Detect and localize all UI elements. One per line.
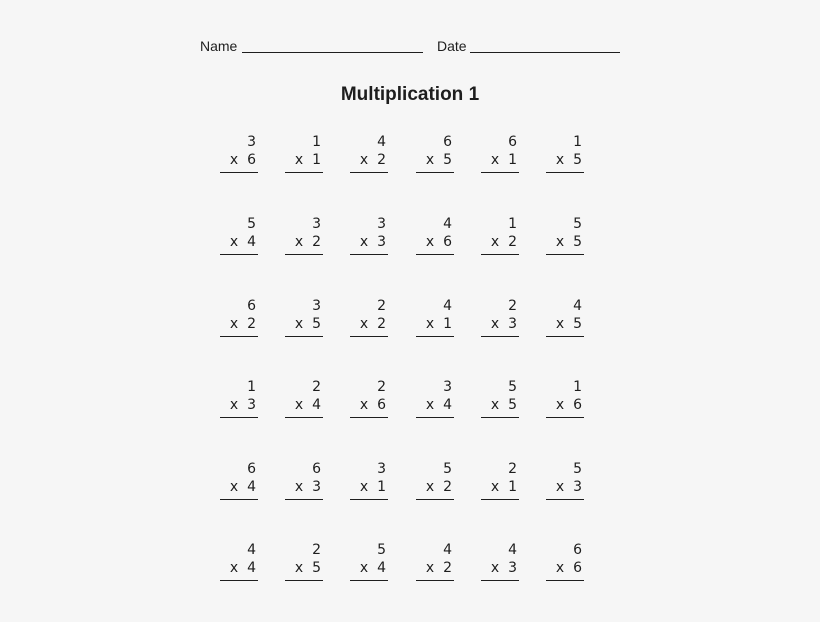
date-blank-line[interactable]	[470, 52, 620, 53]
problem-3-4	[416, 298, 454, 338]
answer-line[interactable]	[350, 499, 388, 500]
answer-line[interactable]	[481, 172, 519, 173]
multiplicand: 6	[443, 134, 452, 150]
multiplier: x 2	[425, 479, 452, 495]
multiplier: x 5	[294, 560, 321, 576]
answer-line[interactable]	[220, 499, 258, 500]
problem-3-6	[546, 298, 584, 338]
answer-line[interactable]	[350, 336, 388, 337]
answer-line[interactable]	[481, 417, 519, 418]
answer-line[interactable]	[285, 336, 323, 337]
answer-line[interactable]	[481, 254, 519, 255]
answer-line[interactable]	[546, 499, 584, 500]
multiplier: x 4	[229, 560, 256, 576]
name-blank-line[interactable]	[242, 52, 423, 53]
answer-line[interactable]	[220, 254, 258, 255]
problem-4-2	[285, 379, 323, 419]
multiplicand: 4	[443, 216, 452, 232]
problem-2-2	[285, 216, 323, 256]
answer-line[interactable]	[285, 499, 323, 500]
multiplicand: 6	[247, 461, 256, 477]
multiplier: x 3	[229, 397, 256, 413]
multiplicand: 4	[443, 542, 452, 558]
problem-6-3	[350, 542, 388, 582]
multiplier: x 2	[490, 234, 517, 250]
problem-5-1	[220, 461, 258, 501]
multiplier: x 5	[490, 397, 517, 413]
answer-line[interactable]	[546, 417, 584, 418]
problem-3-5	[481, 298, 519, 338]
problem-5-2	[285, 461, 323, 501]
answer-line[interactable]	[481, 580, 519, 581]
multiplicand: 4	[377, 134, 386, 150]
answer-line[interactable]	[416, 580, 454, 581]
answer-line[interactable]	[285, 254, 323, 255]
date-label: Date	[437, 38, 467, 54]
multiplicand: 3	[247, 134, 256, 150]
answer-line[interactable]	[285, 580, 323, 581]
multiplier: x 2	[294, 234, 321, 250]
multiplier: x 3	[490, 316, 517, 332]
multiplicand: 6	[247, 298, 256, 314]
multiplier: x 6	[425, 234, 452, 250]
multiplier: x 5	[294, 316, 321, 332]
multiplicand: 2	[508, 461, 517, 477]
multiplicand: 6	[573, 542, 582, 558]
answer-line[interactable]	[350, 417, 388, 418]
multiplicand: 5	[508, 379, 517, 395]
multiplicand: 2	[377, 379, 386, 395]
multiplicand: 5	[443, 461, 452, 477]
multiplier: x 4	[425, 397, 452, 413]
problem-2-3	[350, 216, 388, 256]
problem-2-6	[546, 216, 584, 256]
problem-2-1	[220, 216, 258, 256]
answer-line[interactable]	[546, 172, 584, 173]
answer-line[interactable]	[416, 172, 454, 173]
multiplier: x 2	[425, 560, 452, 576]
answer-line[interactable]	[416, 499, 454, 500]
multiplier: x 4	[229, 234, 256, 250]
multiplicand: 6	[508, 134, 517, 150]
answer-line[interactable]	[285, 417, 323, 418]
multiplier: x 5	[555, 152, 582, 168]
multiplier: x 4	[359, 560, 386, 576]
answer-line[interactable]	[416, 417, 454, 418]
problem-5-6	[546, 461, 584, 501]
multiplier: x 4	[294, 397, 321, 413]
multiplier: x 4	[229, 479, 256, 495]
multiplicand: 2	[377, 298, 386, 314]
multiplier: x 2	[359, 152, 386, 168]
problem-1-2	[285, 134, 323, 174]
multiplicand: 3	[443, 379, 452, 395]
multiplicand: 4	[508, 542, 517, 558]
multiplicand: 2	[312, 542, 321, 558]
answer-line[interactable]	[220, 172, 258, 173]
multiplicand: 1	[573, 379, 582, 395]
problem-5-4	[416, 461, 454, 501]
multiplier: x 1	[490, 152, 517, 168]
name-label: Name	[200, 38, 238, 54]
multiplier: x 1	[490, 479, 517, 495]
problem-6-5	[481, 542, 519, 582]
answer-line[interactable]	[546, 580, 584, 581]
multiplicand: 5	[573, 216, 582, 232]
multiplicand: 4	[443, 298, 452, 314]
answer-line[interactable]	[220, 336, 258, 337]
multiplier: x 5	[555, 316, 582, 332]
multiplier: x 6	[555, 397, 582, 413]
answer-line[interactable]	[350, 254, 388, 255]
problem-3-2	[285, 298, 323, 338]
problem-3-1	[220, 298, 258, 338]
problem-1-1	[220, 134, 258, 174]
multiplier: x 1	[294, 152, 321, 168]
multiplier: x 6	[555, 560, 582, 576]
multiplicand: 5	[377, 542, 386, 558]
problem-1-3	[350, 134, 388, 174]
answer-line[interactable]	[481, 499, 519, 500]
multiplier: x 3	[294, 479, 321, 495]
multiplicand: 3	[312, 298, 321, 314]
problem-5-5	[481, 461, 519, 501]
problem-6-4	[416, 542, 454, 582]
multiplicand: 6	[312, 461, 321, 477]
problem-1-5	[481, 134, 519, 174]
multiplicand: 3	[377, 216, 386, 232]
problem-6-6	[546, 542, 584, 582]
problem-2-4	[416, 216, 454, 256]
answer-line[interactable]	[285, 172, 323, 173]
multiplier: x 1	[425, 316, 452, 332]
problem-3-3	[350, 298, 388, 338]
problem-5-3	[350, 461, 388, 501]
multiplier: x 6	[359, 397, 386, 413]
answer-line[interactable]	[546, 254, 584, 255]
problem-4-5	[481, 379, 519, 419]
answer-line[interactable]	[350, 172, 388, 173]
multiplicand: 1	[508, 216, 517, 232]
answer-line[interactable]	[350, 580, 388, 581]
multiplier: x 5	[425, 152, 452, 168]
multiplier: x 5	[555, 234, 582, 250]
multiplicand: 1	[312, 134, 321, 150]
multiplicand: 5	[573, 461, 582, 477]
problem-1-4	[416, 134, 454, 174]
problem-2-5	[481, 216, 519, 256]
answer-line[interactable]	[220, 580, 258, 581]
problem-4-3	[350, 379, 388, 419]
multiplicand: 2	[508, 298, 517, 314]
multiplier: x 1	[359, 479, 386, 495]
multiplicand: 4	[247, 542, 256, 558]
multiplicand: 3	[377, 461, 386, 477]
multiplicand: 1	[573, 134, 582, 150]
multiplier: x 3	[555, 479, 582, 495]
problem-6-2	[285, 542, 323, 582]
multiplicand: 4	[573, 298, 582, 314]
multiplicand: 2	[312, 379, 321, 395]
multiplier: x 6	[229, 152, 256, 168]
problem-4-4	[416, 379, 454, 419]
worksheet-title: Multiplication 1	[340, 84, 480, 105]
answer-line[interactable]	[220, 417, 258, 418]
multiplicand: 1	[247, 379, 256, 395]
answer-line[interactable]	[546, 336, 584, 337]
answer-line[interactable]	[416, 254, 454, 255]
multiplier: x 3	[490, 560, 517, 576]
problem-4-1	[220, 379, 258, 419]
multiplier: x 3	[359, 234, 386, 250]
problem-1-6	[546, 134, 584, 174]
answer-line[interactable]	[416, 336, 454, 337]
problem-4-6	[546, 379, 584, 419]
multiplier: x 2	[359, 316, 386, 332]
multiplicand: 5	[247, 216, 256, 232]
multiplier: x 2	[229, 316, 256, 332]
multiplicand: 3	[312, 216, 321, 232]
problem-6-1	[220, 542, 258, 582]
answer-line[interactable]	[481, 336, 519, 337]
